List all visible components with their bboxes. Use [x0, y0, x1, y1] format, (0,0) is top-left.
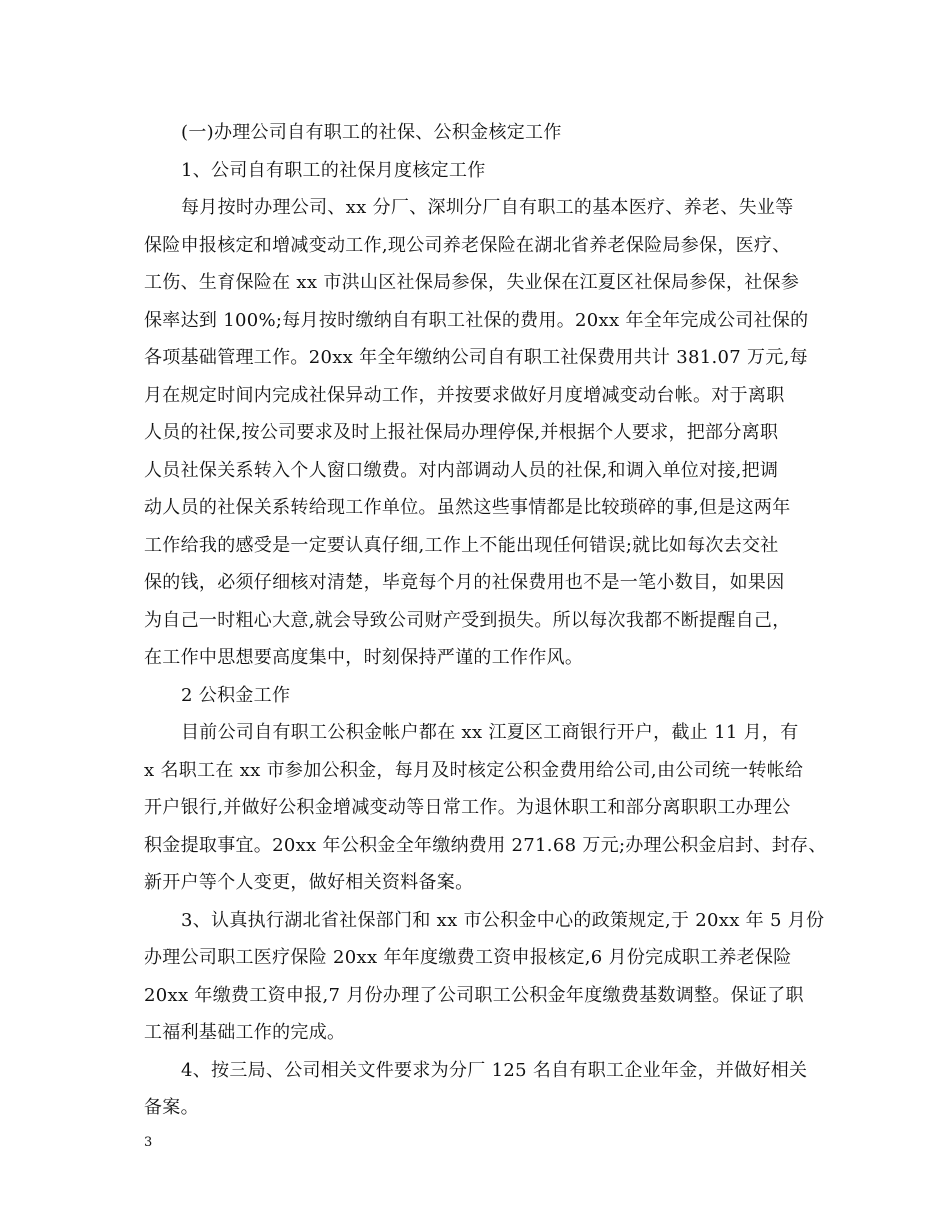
paragraph-line: 积金提取事宜。20xx 年公积金全年缴纳费用 271.68 万元;办理公积金启封、封存、 — [144, 834, 827, 856]
paragraph-line: 开户银行,并做好公积金增减变动等日常工作。为退休职工和部分离职职工办理公 — [144, 797, 791, 818]
paragraph-line: 工福利基础工作的完成。 — [144, 1022, 346, 1043]
paragraph-line: 各项基础管理工作。20xx 年全年缴纳公司自有职工社保费用共计 381.07 万元,每 — [144, 347, 808, 368]
paragraph-line: 新开户等个人变更，做好相关资料备案。 — [144, 872, 474, 893]
paragraph-line: 保率达到 100%;每月按时缴纳自有职工社保的费用。20xx 年全年完成公司社保的 — [144, 309, 809, 331]
subsection-heading: 2 公积金工作 — [181, 684, 291, 706]
paragraph-line: 备案。 — [144, 1097, 199, 1118]
paragraph-line: 保险申报核定和增减变动工作,现公司养老保险在湖北省养老保险局参保，医疗、 — [144, 234, 791, 256]
paragraph-line: 办理公司职工医疗保险 20xx 年年度缴费工资申报核定,6 月份完成职工养老保险 — [144, 947, 792, 968]
paragraph-line: 工伤、生育保险在 xx 市洪山区社保局参保，失业保在江夏区社保局参保，社保参 — [144, 272, 800, 293]
paragraph-line: 保的钱，必须仔细核对清楚，毕竟每个月的社保费用也不是一笔小数目，如果因 — [144, 572, 785, 593]
document-body — [144, 114, 827, 1127]
paragraph-line: 人员的社保,按公司要求及时上报社保局办理停保,并根据个人要求，把部分离职 — [144, 422, 779, 443]
subsection-heading: 1、公司自有职工的社保月度核定工作 — [181, 159, 486, 181]
paragraph-line: 目前公司自有职工公积金帐户都在 xx 江夏区工商银行开户，截止 11 月，有 — [181, 722, 799, 743]
paragraph-line: x 名职工在 xx 市参加公积金，每月及时核定公积金费用给公司,由公司统一转帐给 — [144, 759, 804, 781]
paragraph-line: 动人员的社保关系转给现工作单位。虽然这些事情都是比较琐碎的事,但是这两年 — [144, 497, 791, 518]
paragraph-line: 20xx 年缴费工资申报,7 月份办理了公司职工公积金年度缴费基数调整。保证了职 — [144, 984, 804, 1006]
paragraph-line: 每月按时办理公司、xx 分厂、深圳分厂自有职工的基本医疗、养老、失业等 — [181, 197, 794, 218]
paragraph-line: 人员社保关系转入个人窗口缴费。对内部调动人员的社保,和调入单位对接,把调 — [144, 459, 779, 481]
paragraph-line: 在工作中思想要高度集中，时刻保持严谨的工作作风。 — [144, 647, 584, 668]
paragraph-line: 4、按三局、公司相关文件要求为分厂 125 名自有职工企业年金，并做好相关 — [181, 1059, 808, 1081]
paragraph-line: 月在规定时间内完成社保异动工作，并按要求做好月度增减变动台帐。对于离职 — [144, 384, 785, 406]
section-heading: (一)办理公司自有职工的社保、公积金核定工作 — [181, 122, 562, 143]
paragraph-line: 3、认真执行湖北省社保部门和 xx 市公积金中心的政策规定,于 20xx 年 5 月份 — [181, 909, 825, 931]
page-number: 3 — [144, 1135, 153, 1150]
paragraph-line: 工作给我的感受是一定要认真仔细,工作上不能出现任何错误;就比如每次去交社 — [144, 534, 779, 556]
paragraph-line: 为自己一时粗心大意,就会导致公司财产受到损失。所以每次我都不断提醒自己， — [144, 609, 791, 631]
